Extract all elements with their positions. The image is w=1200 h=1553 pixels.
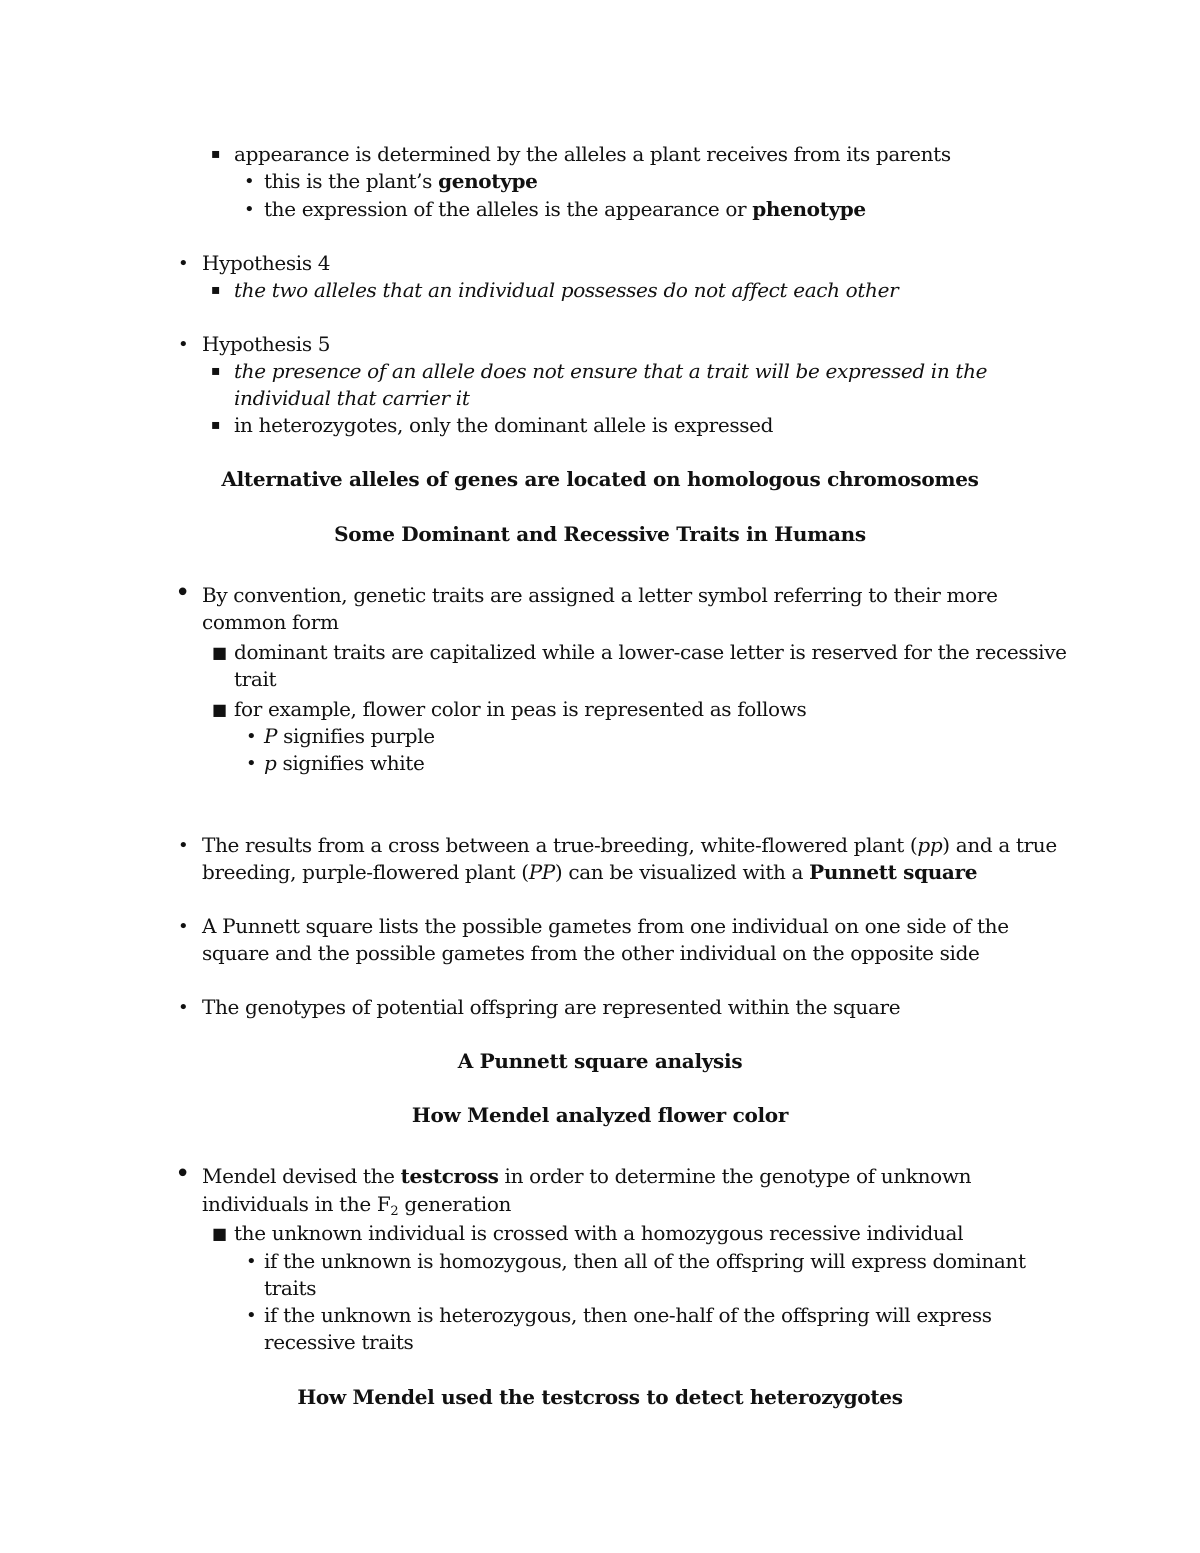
dot-bullet-icon: • xyxy=(244,171,255,192)
text-line xyxy=(264,168,537,195)
dot-bullet-icon: • xyxy=(178,916,189,937)
text-span: signifies purple xyxy=(277,724,435,748)
section-heading: How Mendel analyzed flower color xyxy=(411,1103,789,1127)
square-bullet-icon: ▪ xyxy=(211,146,221,162)
dot-bullet-icon: • xyxy=(175,1159,191,1189)
term-genotype: genotype xyxy=(438,169,538,193)
text-line: in heterozygotes, only the dominant allele is expressed xyxy=(234,413,774,437)
square-bullet-icon: ▪ xyxy=(211,282,221,298)
italic-text: individual that carrier it xyxy=(234,386,470,410)
text-line xyxy=(202,1191,511,1218)
text-line xyxy=(202,832,1057,859)
text-span: Mendel devised the xyxy=(202,1164,401,1188)
text-line xyxy=(234,358,987,385)
dot-bullet-icon: • xyxy=(178,334,189,355)
text-line xyxy=(234,277,898,304)
square-bullet-icon: ▪ xyxy=(211,363,221,379)
text-line: if the unknown is heterozygous, then one-half of the offspring will express xyxy=(264,1303,992,1327)
text-span: ) and a true xyxy=(942,833,1057,857)
text-line: the unknown individual is crossed with a homozygous recessive individual xyxy=(234,1221,964,1245)
text-line: square and the possible gametes from the other individual on the opposite side xyxy=(202,941,980,965)
term-testcross: testcross xyxy=(400,1164,499,1188)
section-heading: Alternative alleles of genes are located on homologous chromosomes xyxy=(221,467,979,491)
dot-bullet-icon: • xyxy=(178,835,189,856)
dot-bullet-icon: • xyxy=(246,1251,257,1272)
text-line xyxy=(264,750,424,777)
text-line xyxy=(234,385,470,412)
text-line: if the unknown is homozygous, then all of the offspring will express dominant xyxy=(264,1249,1026,1273)
text-line xyxy=(264,723,435,750)
text-line: trait xyxy=(234,667,277,691)
subscript: 2 xyxy=(390,1204,399,1219)
dot-bullet-icon: • xyxy=(246,1305,257,1326)
text-line: for example, flower color in peas is represented as follows xyxy=(234,697,807,721)
filled-square-bullet-icon: ■ xyxy=(212,643,228,662)
symbol-p: p xyxy=(264,751,277,775)
section-heading: Some Dominant and Recessive Traits in Humans xyxy=(334,522,866,546)
filled-square-bullet-icon: ■ xyxy=(212,700,228,719)
italic-text: the two alleles that an individual possesses do not affect each other xyxy=(234,278,899,302)
text-line: recessive traits xyxy=(264,1330,414,1354)
text-line: By convention, genetic traits are assigned a letter symbol referring to their more xyxy=(202,583,998,607)
text-span: the expression of the alleles is the appearance or xyxy=(264,197,753,221)
text-line: appearance is determined by the alleles a plant receives from its parents xyxy=(234,142,951,166)
text-line xyxy=(202,859,977,886)
dot-bullet-icon: • xyxy=(246,726,257,747)
hypothesis-5-title: Hypothesis 5 xyxy=(202,332,331,356)
text-span: this is the plant’s xyxy=(264,169,439,193)
term-punnett-square: Punnett square xyxy=(809,860,978,884)
dot-bullet-icon: • xyxy=(246,753,257,774)
section-heading: How Mendel used the testcross to detect heterozygotes xyxy=(297,1385,903,1409)
text-span: breeding, purple-flowered plant ( xyxy=(202,860,529,884)
dot-bullet-icon: • xyxy=(175,578,191,608)
text-span: The results from a cross between a true-breeding, white-flowered plant ( xyxy=(202,833,918,857)
term-phenotype: phenotype xyxy=(752,197,866,221)
dot-bullet-icon: • xyxy=(244,199,255,220)
italic-text: the presence of an allele does not ensure that a trait will be expressed in the xyxy=(234,359,988,383)
genotype-PP: PP xyxy=(528,860,555,884)
text-line: traits xyxy=(264,1276,317,1300)
text-line: The genotypes of potential offspring are represented within the square xyxy=(202,995,901,1019)
filled-square-bullet-icon: ■ xyxy=(212,1224,228,1243)
dot-bullet-icon: • xyxy=(178,253,189,274)
text-line xyxy=(202,1163,971,1190)
text-line: A Punnett square lists the possible gametes from one individual on one side of the xyxy=(202,914,1009,938)
text-span: signifies white xyxy=(276,751,425,775)
text-span: in order to determine the genotype of unknown xyxy=(498,1164,972,1188)
text-line: dominant traits are capitalized while a lower-case letter is reserved for the recessive xyxy=(234,640,1067,664)
section-heading: A Punnett square analysis xyxy=(457,1049,743,1073)
text-span: individuals in the F xyxy=(202,1192,391,1216)
text-span: ) can be visualized with a xyxy=(554,860,810,884)
symbol-P: P xyxy=(264,724,278,748)
text-line xyxy=(264,196,866,223)
text-span: generation xyxy=(398,1192,512,1216)
dot-bullet-icon: • xyxy=(178,997,189,1018)
square-bullet-icon: ▪ xyxy=(211,417,221,433)
hypothesis-4-title: Hypothesis 4 xyxy=(202,251,331,275)
text-line: common form xyxy=(202,610,339,634)
genotype-pp: pp xyxy=(917,833,943,857)
